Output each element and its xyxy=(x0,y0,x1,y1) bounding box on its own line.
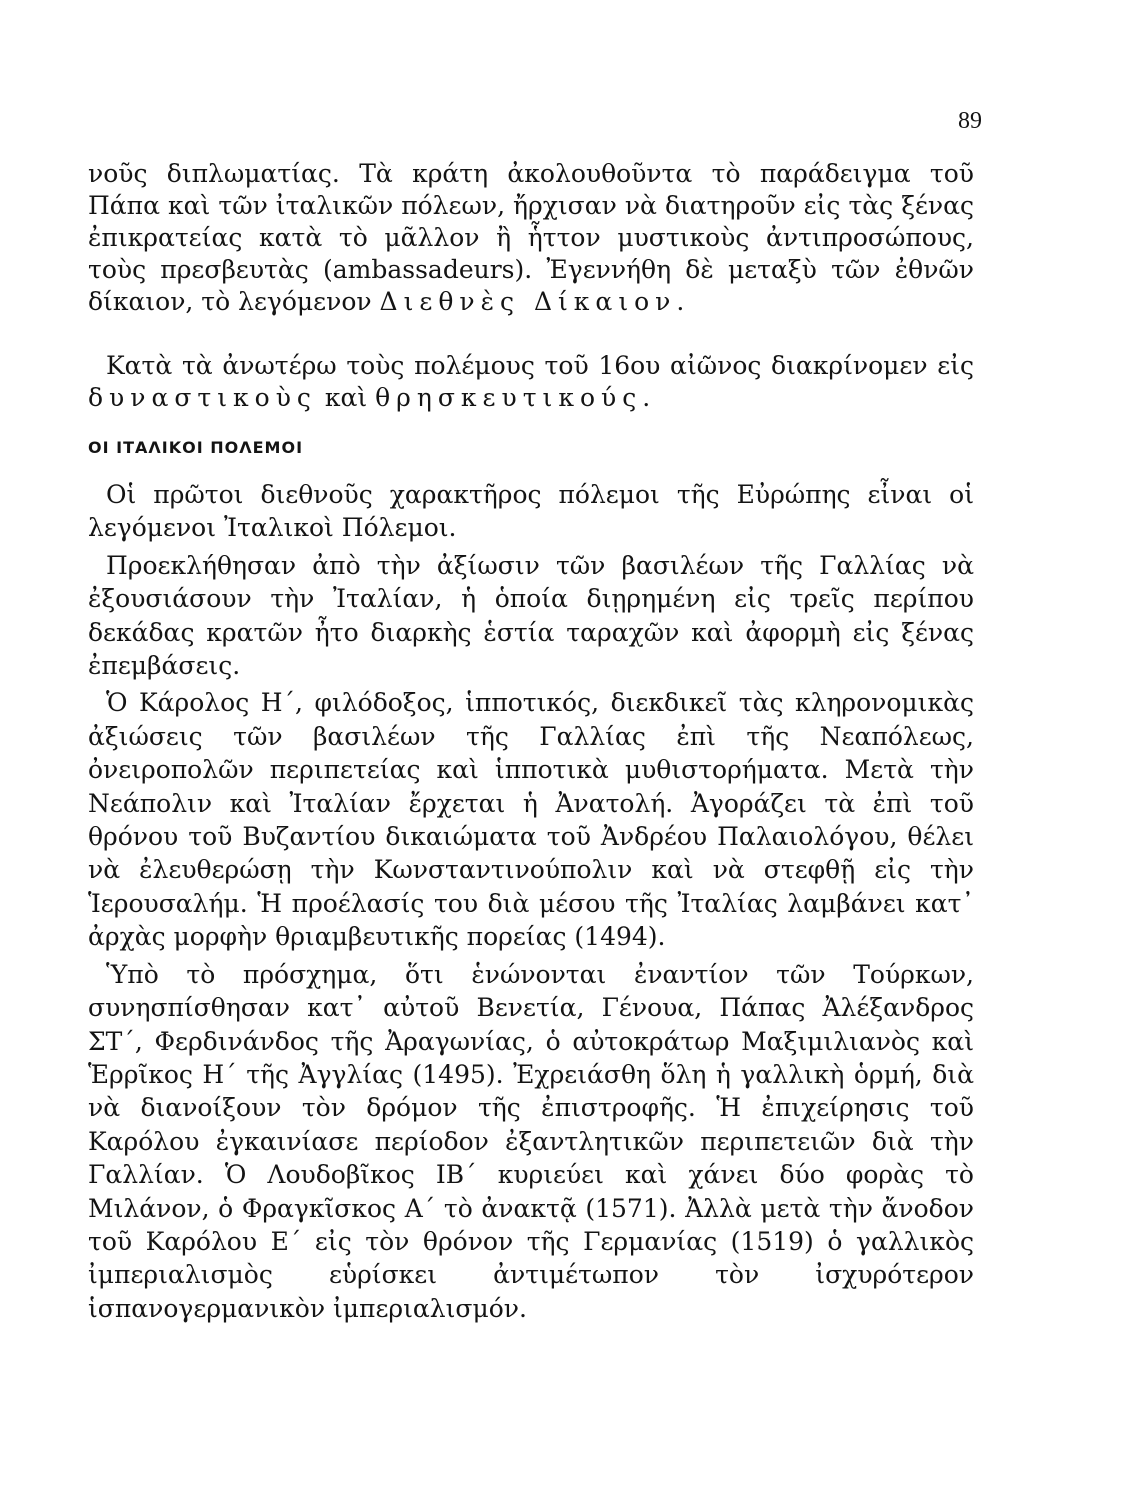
intro-paragraph-2-text: Κατὰ τὰ ἀνωτέρω τοὺς πολέμους τοῦ 16ου αἰῶνος διακρίνομεν εἰς xyxy=(106,351,974,380)
section-paragraph-2: Προεκλήθησαν ἀπὸ τὴν ἀξίωσιν τῶν βασιλέων τῆς Γαλλίας νὰ ἐξουσιάσουν τὴν Ἰταλίαν, ἡ ὁποία διῃρημένη εἰς τρεῖς περίπου δεκάδας κρατῶν ἦτο διαρκὴς ἑστία ταραχῶν καὶ ἀφορμὴ εἰς ξένας ἐπεμβάσεις. xyxy=(88,550,974,681)
intro-paragraph-2 xyxy=(88,350,974,414)
section-heading: ΟΙ ΙΤΑΛΙΚΟΙ ΠΟΛΕΜΟΙ xyxy=(88,438,304,457)
section-paragraph-1: Οἱ πρῶτοι διεθνοῦς χαρακτῆρος πόλεμοι τῆς Εὐρώπης εἶναι οἱ λεγόμενοι Ἰταλικοὶ Πόλεμοι. xyxy=(88,480,974,543)
intro-paragraph-1 xyxy=(88,158,974,318)
term-international-law: Διεθνὲς Δίκαιον. xyxy=(379,287,691,316)
section-paragraph-4: Ὑπὸ τὸ πρόσχημα, ὅτι ἑνώνονται ἐναντίον τῶν Τούρκων, συνησπίσθησαν κατ᾽ αὐτοῦ Βενετία, Γένουα, Πάπας Ἀλέξανδρος ΣΤ΄, Φερδινάνδος τῆς Ἀραγωνίας, ὁ αὐτοκράτωρ Μαξιμιλιανὸς καὶ Ἑρρῖκος Η΄ τῆς Ἀγγλίας (1495). Ἐχρειάσθη ὅλη ἡ γαλλικὴ ὁρμή, διὰ νὰ διανοίξουν τὸν δρόμον τῆς ἐπιστροφῆς. Ἡ ἐπιχείρησις τοῦ Καρόλου ἐγκαινίασε περίοδον ἐξαντλητικῶν περιπετειῶν διὰ τὴν Γαλλίαν. Ὁ Λουδοβῖκος ΙΒ΄ κυριεύει καὶ χάνει δύο φορὰς τὸ Μιλάνον, ὁ Φραγκῖσκος Α΄ τὸ ἀνακτᾷ (1571). Ἀλλὰ μετὰ τὴν ἄνοδον τοῦ Καρόλου Ε΄ εἰς τὸν θρόνον τῆς Γερμανίας (1519) ὁ γαλλικὸς ἰμπεριαλισμὸς εὑρίσκει ἀντιμέτωπον τὸν ἰσχυρότερον ἱσπανογερμανικὸν ἰμπεριαλισμόν. xyxy=(88,959,974,1323)
intro-paragraph-2-conj: καὶ xyxy=(324,383,368,412)
page-number: 89 xyxy=(958,108,982,134)
intro-paragraph-1-text: νοῦς διπλωματίας. Τὰ κράτη ἀκολουθοῦντα τὸ παράδειγμα τοῦ Πάπα καὶ τῶν ἰταλικῶν πόλεων, ἤρχισαν νὰ διατηροῦν εἰς τὰς ξένας ἐπικρατείας κατὰ τὸ μᾶλλον ἢ ἧττον μυστικοὺς ἀντιπροσώπους, τοὺς πρεσβευτὰς (ambassadeurs). Ἐγεννήθη δὲ μεταξὺ τῶν ἐθνῶν δίκαιον, τὸ λεγόμενον xyxy=(88,159,974,316)
section-body xyxy=(88,478,974,1329)
term-dynastic: δυναστικοὺς xyxy=(88,383,317,412)
term-religious: θρησκευτικούς. xyxy=(375,383,657,412)
section-paragraph-3: Ὁ Κάρολος Η΄, φιλόδοξος, ἱπποτικός, διεκδικεῖ τὰς κληρονομικὰς ἀξιώσεις τῶν βασιλέων τῆς Γαλλίας ἐπὶ τῆς Νεαπόλεως, ὀνειροπολῶν περιπετείας καὶ ἱπποτικὰ μυθιστορήματα. Μετὰ τὴν Νεάπολιν καὶ Ἰταλίαν ἔρχεται ἡ Ἀνατολή. Ἀγοράζει τὰ ἐπὶ τοῦ θρόνου τοῦ Βυζαντίου δικαιώματα τοῦ Ἀνδρέου Παλαιολόγου, θέλει νὰ ἐλευθερώσῃ τὴν Κωνσταντινούπολιν καὶ νὰ στεφθῇ εἰς τὴν Ἱερουσαλήμ. Ἡ προέλασίς του διὰ μέσου τῆς Ἰταλίας λαμβάνει κατ᾽ ἀρχὰς μορφὴν θριαμβευτικῆς πορείας (1494). xyxy=(88,688,974,952)
